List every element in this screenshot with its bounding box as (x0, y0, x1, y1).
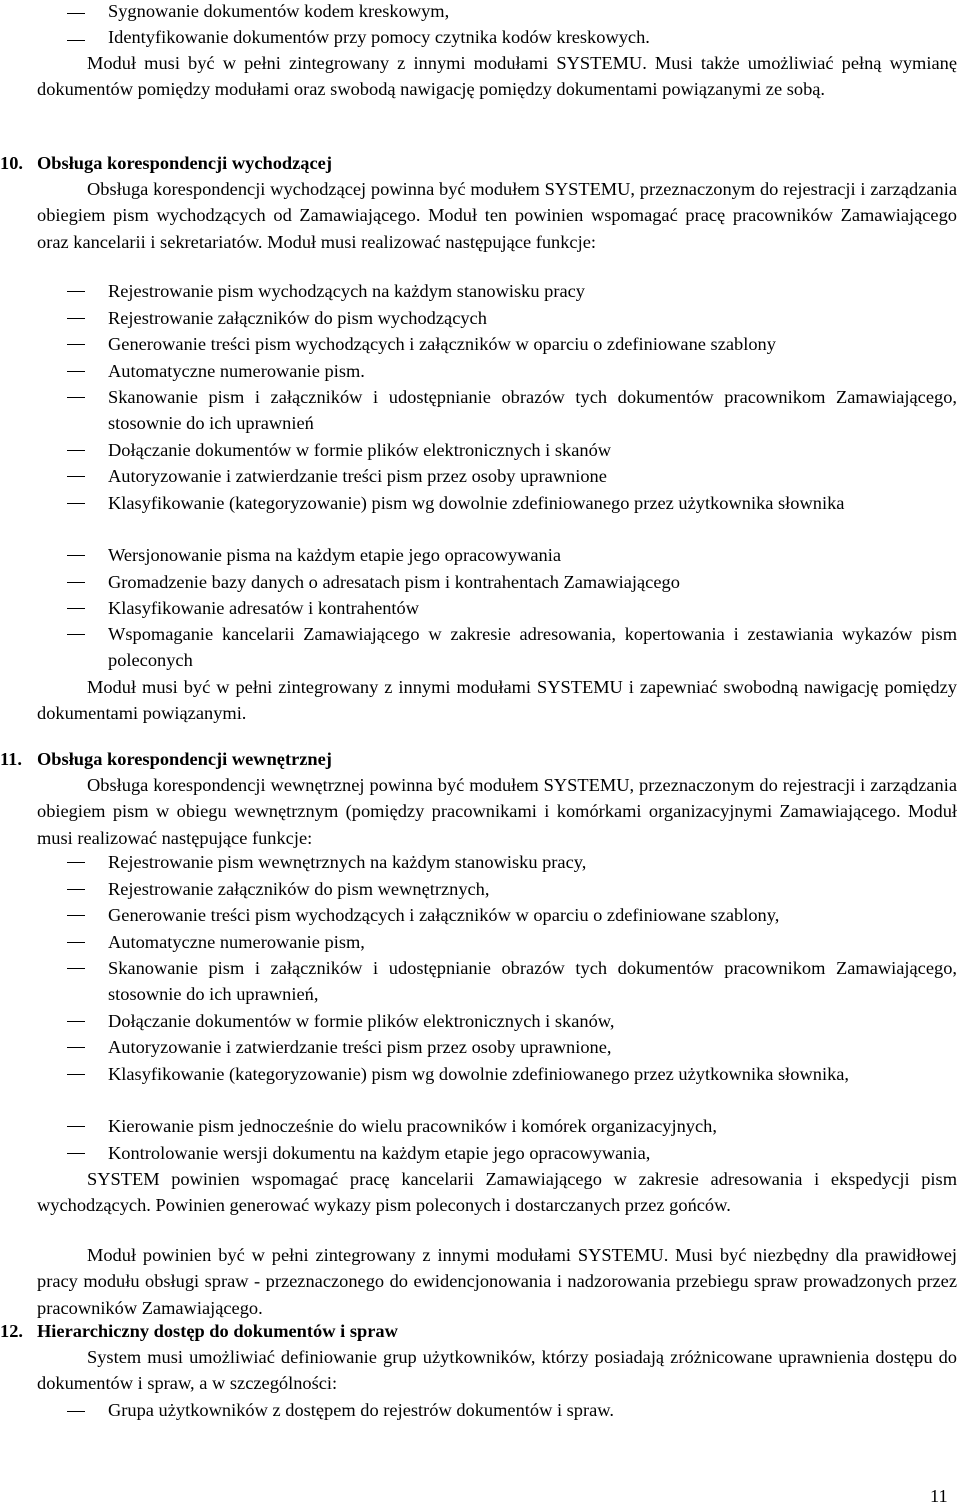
list-item: Grupa użytkowników z dostępem do rejestrów dokumentów i spraw. (108, 1400, 614, 1420)
list-item: Skanowanie pism i załączników i udostępnianie obrazów tych dokumentów pracownikom Zamawiającego, stosownie do ich uprawnień (108, 387, 957, 434)
list-item: Rejestrowanie pism wewnętrznych na każdym stanowisku pracy, (108, 852, 587, 872)
list-dash (67, 862, 85, 863)
list-dash (67, 503, 85, 504)
list-item: Klasyfikowanie adresatów i kontrahentów (108, 598, 420, 618)
list-item: Identyfikowanie dokumentów przy pomocy czytnika kodów kreskowych. (108, 27, 650, 47)
list-item: Klasyfikowanie (kategoryzowanie) pism wg dowolnie zdefiniowanego przez użytkownika słownika (108, 493, 845, 513)
paragraph: Moduł musi być w pełni zintegrowany z innymi modułami SYSTEMU. Musi także umożliwiać pełną wymianę dokumentów pomiędzy modułami oraz swobodą nawigację pomiędzy dokumentami powiązanymi ze sobą. (37, 53, 957, 100)
list-item: Klasyfikowanie (kategoryzowanie) pism wg dowolnie zdefiniowanego przez użytkownika słownika, (108, 1064, 850, 1084)
list-dash (67, 634, 85, 635)
list-dash (67, 1047, 85, 1048)
list-item: Dołączanie dokumentów w formie plików elektronicznych i skanów (108, 440, 612, 460)
page-number: 11 (930, 1486, 948, 1506)
list-item: Kierowanie pism jednocześnie do wielu pracowników i komórek organizacyjnych, (108, 1116, 717, 1136)
paragraph: Obsługa korespondencji wewnętrznej powinna być modułem SYSTEMU, przeznaczonym do rejestracji i zarządzania obiegiem pism w obiegu wewnętrznym (pomiędzy pracownikami i komórkami organizacyjnymi Zamawiającego. Moduł musi realizować następujące funkcje: (37, 775, 957, 848)
list-dash (67, 608, 85, 609)
list-item: Automatyczne numerowanie pism, (108, 932, 365, 952)
list-dash (67, 344, 85, 345)
list-item: Generowanie treści pism wychodzących i załączników w oparciu o zdefiniowane szablony, (108, 905, 780, 925)
list-dash (67, 318, 85, 319)
list-item: Wersjonowanie pisma na każdym etapie jego opracowywania (108, 545, 562, 565)
section-number: 12. (0, 1321, 23, 1341)
paragraph: SYSTEM powinien wspomagać pracę kancelarii Zamawiającego w zakresie adresowania i ekspedycji pism wychodzących. Powinien generować wykazy pism poleconych i dostarczanych przez gońców. (37, 1169, 957, 1216)
list-item: Dołączanie dokumentów w formie plików elektronicznych i skanów, (108, 1011, 615, 1031)
section-heading (0, 1318, 398, 1344)
section-heading (0, 746, 332, 772)
list-dash (67, 476, 85, 477)
list-item: Rejestrowanie załączników do pism wewnętrznych, (108, 879, 490, 899)
list-dash (67, 291, 85, 292)
list-dash (67, 915, 85, 916)
list-item: Sygnowanie dokumentów kodem kreskowym, (108, 1, 450, 21)
paragraph: Moduł powinien być w pełni zintegrowany z innymi modułami SYSTEMU. Musi być niezbędny dla prawidłowej pracy modułu obsługi spraw - przeznaczonego do ewidencjonowania i nadzorowania przebiegu spraw prowadzonych przez pracowników Zamawiającego. (37, 1245, 957, 1318)
list-item: Wspomaganie kancelarii Zamawiającego w zakresie adresowania, kopertowania i zestawiania wykazów pism poleconych (108, 624, 957, 671)
list-item: Skanowanie pism i załączników i udostępnianie obrazów tych dokumentów pracownikom Zamawiającego, stosownie do ich uprawnień, (108, 958, 957, 1005)
list-dash (67, 13, 85, 14)
list-dash (67, 582, 85, 583)
list-item: Gromadzenie bazy danych o adresatach pism i kontrahentach Zamawiającego (108, 572, 680, 592)
list-item: Rejestrowanie załączników do pism wychodzących (108, 308, 487, 328)
section-number: 11. (0, 749, 22, 769)
section-title: Obsługa korespondencji wychodzącej (37, 153, 332, 173)
list-dash (67, 1021, 85, 1022)
section-title: Obsługa korespondencji wewnętrznej (37, 749, 332, 769)
list-item: Automatyczne numerowanie pism. (108, 361, 365, 381)
section-number: 10. (0, 153, 23, 173)
list-item: Autoryzowanie i zatwierdzanie treści pism przez osoby uprawnione (108, 466, 607, 486)
list-dash (67, 40, 85, 41)
section-heading (0, 150, 332, 176)
list-dash (67, 450, 85, 451)
list-dash (67, 889, 85, 890)
list-item: Autoryzowanie i zatwierdzanie treści pism przez osoby uprawnione, (108, 1037, 612, 1057)
section-title: Hierarchiczny dostęp do dokumentów i spraw (37, 1321, 398, 1341)
list-dash (67, 1411, 85, 1412)
list-item: Kontrolowanie wersji dokumentu na każdym etapie jego opracowywania, (108, 1143, 651, 1163)
paragraph: System musi umożliwiać definiowanie grup użytkowników, którzy posiadają zróżnicowane uprawnienia dostępu do dokumentów i spraw, a w szczególności: (37, 1347, 957, 1394)
list-dash (67, 968, 85, 969)
list-dash (67, 1153, 85, 1154)
list-dash (67, 1126, 85, 1127)
list-dash (67, 1074, 85, 1075)
list-dash (67, 371, 85, 372)
list-item: Generowanie treści pism wychodzących i załączników w oparciu o zdefiniowane szablony (108, 334, 776, 354)
list-item: Rejestrowanie pism wychodzących na każdym stanowisku pracy (108, 281, 585, 301)
list-dash (67, 555, 85, 556)
list-dash (67, 397, 85, 398)
list-dash (67, 942, 85, 943)
paragraph: Moduł musi być w pełni zintegrowany z innymi modułami SYSTEMU i zapewniać swobodną nawigację pomiędzy dokumentami powiązanymi. (37, 677, 957, 724)
paragraph: Obsługa korespondencji wychodzącej powinna być modułem SYSTEMU, przeznaczonym do rejestracji i zarządzania obiegiem pism wychodzących od Zamawiającego. Moduł ten powinien wspomagać pracę pracowników Zamawiającego oraz kancelarii i sekretariatów. Moduł musi realizować następujące funkcje: (37, 179, 957, 252)
